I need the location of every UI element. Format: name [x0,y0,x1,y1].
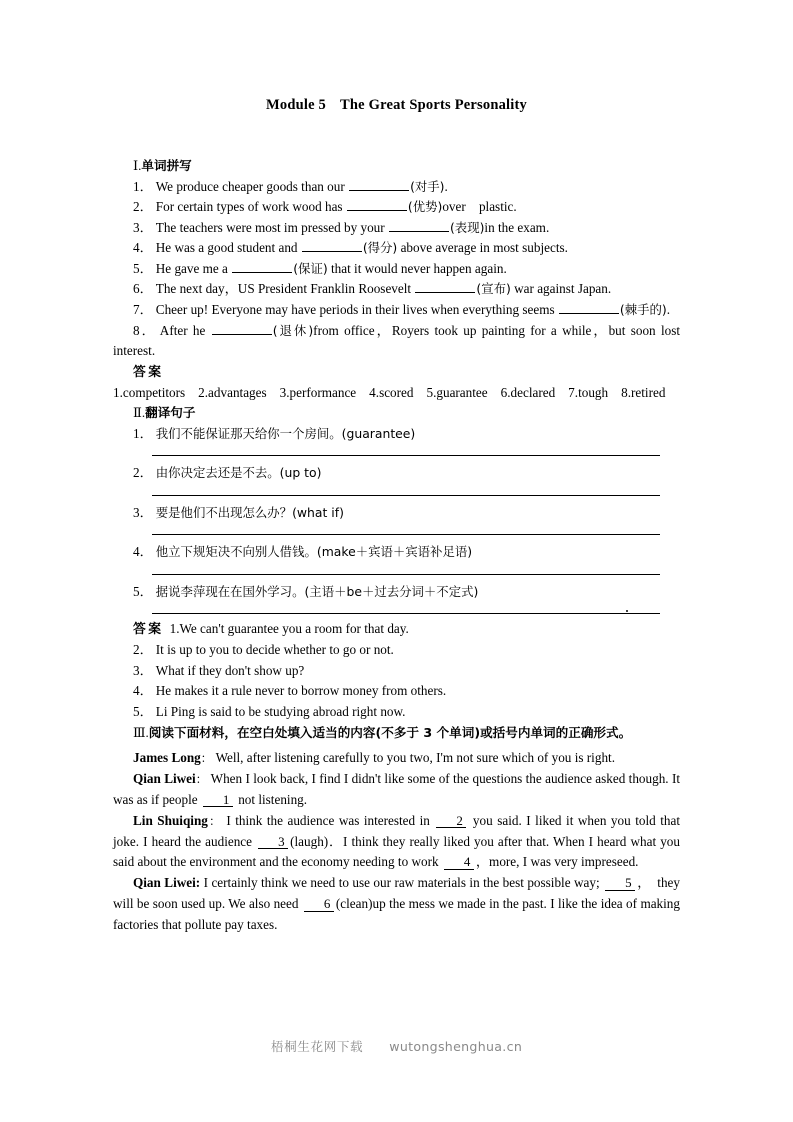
cloze-blank-3[interactable]: 3 [258,835,288,850]
answer-rule[interactable] [152,613,660,614]
item-number: 3． [133,219,153,235]
answer-text: Li Ping is said to be studying abroad right now. [155,703,406,719]
dialogue-line-james-long [113,748,680,769]
fill-blank[interactable] [389,219,449,232]
question-item-4 [113,238,680,259]
item-text-pre: For certain types of work wood has [155,199,346,215]
item-text-post: . [444,178,448,194]
answer-rule[interactable] [152,574,660,575]
speaker-colon: ： [207,813,222,828]
item-number: 8． [133,322,157,338]
answer-rule[interactable] [152,455,660,456]
answer-label: 答案 [133,622,164,638]
speaker-name: Lin Shuiqing [133,812,208,828]
item-text: 据说李萍现在在国外学习。(主语＋be＋过去分词＋不定式) [155,583,479,599]
cloze-blank-1[interactable]: 1 [203,793,233,808]
answer-number: 4． [133,683,153,699]
item-number: 5． [133,260,153,276]
item-hint: (表现) [449,219,485,235]
section-3-title: 阅读下面材料，在空白处填入适当的内容(不多于 3 个单词)或括号内单词的正确形式。 [148,724,632,740]
item-text-post: above average in most subjects. [397,240,568,256]
answer-item: 2.advantages [198,384,267,400]
item-text: 他立下规矩决不向别人借钱。(make＋宾语＋宾语补足语) [155,544,473,560]
item-number: 2． [133,199,153,215]
speaker-colon: ： [195,771,208,786]
question-item-8 [113,321,680,362]
fill-blank[interactable] [302,239,362,252]
question-item-2 [113,197,680,218]
footer-watermark [0,1036,793,1055]
item-hint: (棘手的) [619,302,667,318]
section-3-dot: . [145,724,149,740]
dialogue-text: ，more, I was very impreseed. [475,854,639,870]
item-text-post: . [666,302,671,318]
item-number: 5． [133,583,153,599]
section-2-answer-1 [113,619,680,640]
item-text-post: over plastic. [442,199,517,215]
item-text-post: in the exam. [484,219,550,235]
dialogue-text: you said. I liked it when you told that joke. I heard the audience [113,812,681,849]
answer-item: 5.guarantee [426,384,488,400]
section-2-roman: Ⅱ [133,405,142,421]
item-number: 1． [133,425,153,441]
item-hint: (对手) [410,178,445,194]
translation-item-3 [113,503,680,523]
section-3-roman: Ⅲ [133,724,146,740]
section-2-title: 翻译句子 [145,405,196,421]
dialogue-text: (laugh)．I think they really liked you after that. When I heard what you said about the environment and the economy needing to work [113,833,680,870]
dialogue-text: I certainly think we need to use our raw materials in the best possible way; [200,875,604,891]
item-hint: (优势) [407,199,443,215]
question-item-5 [113,259,680,280]
section-1-heading [113,156,680,177]
section-1-answers [113,362,680,404]
translation-item-4 [113,542,680,562]
cloze-blank-4[interactable]: 4 [444,855,474,870]
section-3-heading [113,723,680,744]
dialogue-text: I think the audience was interested in [226,812,435,828]
item-text: 我们不能保证那天给你一个房间。(guarantee) [155,425,416,441]
answer-number: 1. [169,621,180,637]
answer-item: 7.tough [568,384,609,400]
section-2-answer-3 [113,661,680,682]
question-item-1 [113,177,680,198]
answer-item: 3.performance [279,384,357,400]
title-name: The Great Sports Personality [340,97,527,113]
question-item-7 [113,300,680,321]
answer-number: 2． [133,642,153,658]
fill-blank[interactable] [232,260,292,273]
translation-item-5 [113,582,680,602]
item-number: 7． [133,302,153,318]
item-text-pre: He gave me a [155,260,232,276]
fill-blank[interactable] [349,177,409,190]
item-number: 4． [133,544,153,560]
question-item-6 [113,279,680,300]
item-number: 4． [133,240,153,256]
dialogue-text: When I look back, I find I didn't like some of the questions the audience asked though. It was as if people [113,770,680,807]
item-number: 2． [133,465,153,481]
item-text-pre: We produce cheaper goods than our [155,178,349,194]
item-text-pre: The next day，US President Franklin Roosevelt [155,281,415,297]
answer-rule[interactable] [152,495,660,496]
cloze-blank-5[interactable]: 5 [605,876,635,891]
section-2-answer-4 [113,681,680,702]
section-1-title: 单词拼写 [141,158,192,173]
answer-number: 5． [133,703,153,719]
dialogue-line-qian-liwei-2 [113,873,680,936]
answer-item: 8.retired [621,384,666,400]
item-text-post: from office，Royers took up painting for a while，but soon lost interest. [113,322,681,359]
section-1-dot: . [138,158,142,173]
item-hint: (得分) [362,240,398,256]
dialogue-line-lin-shuiqing [113,811,680,874]
dialogue-line-qian-liwei-1 [113,769,680,811]
answer-text: We can't guarantee you a room for that day. [179,621,409,637]
answer-text: He makes it a rule never to borrow money from others. [155,683,447,699]
item-number: 3． [133,504,153,520]
footer-site-name: 梧桐生花网下载 [270,1039,364,1054]
answer-text: What if they don't show up? [155,662,305,678]
dialogue-text: (clean)up the mess we made in the past. I like the idea of making factories that pollute pay taxes. [113,896,680,932]
cloze-blank-2[interactable]: 2 [436,814,466,829]
cloze-blank-6[interactable]: 6 [304,897,334,912]
translation-item-1 [113,424,680,444]
answer-rule[interactable] [152,534,660,535]
footer-url: wutongshenghua.cn [389,1039,523,1054]
section-1-roman: Ⅰ [133,158,139,173]
item-hint: (宣布) [476,281,511,297]
dialogue-text: not listening. [234,791,308,807]
speaker-name: James Long [133,750,201,766]
fill-blank[interactable] [212,322,272,335]
speaker-name: Qian Liwei: [133,875,201,891]
section-2-answer-2 [113,640,680,661]
item-text-post: that it would never happen again. [327,260,507,276]
fill-blank[interactable] [559,301,619,314]
item-text-pre: He was a good student and [155,240,301,256]
dialogue-text: ， they will be soon used up. We also need [113,875,680,912]
answer-number: 3． [133,662,153,678]
item-hint: (退休) [272,322,314,338]
answer-text: It is up to you to decide whether to go or not. [155,642,394,658]
rule-mark [626,610,628,612]
answer-item: 4.scored [369,384,414,400]
section-2-answer-5 [113,702,680,723]
translation-item-2 [113,463,680,483]
section-2-dot: . [141,405,146,421]
item-text-pre: After he [159,322,211,338]
item-hint: (保证) [293,260,328,276]
speaker-name: Qian Liwei [133,770,196,786]
content-column [113,0,680,936]
page-title [113,97,680,114]
answer-item: 6.declared [500,384,556,400]
fill-blank[interactable] [415,280,475,293]
speaker-colon: ： [200,751,213,766]
item-text: 要是他们不出现怎么办？(what if) [155,504,344,520]
item-text-pre: Cheer up! Everyone may have periods in their lives when everything seems [155,302,558,318]
dialogue-text: Well, after listening carefully to you two, I'm not sure which of you is right. [215,750,615,766]
answer-label: 答案 [133,364,164,380]
title-module: Module 5 [266,97,327,113]
item-text-post: war against Japan. [510,281,612,297]
item-number: 6． [133,281,153,297]
section-2-heading [113,403,680,424]
answer-item: 1.competitors [113,384,186,400]
item-text: 由你决定去还是不去。(up to) [155,465,322,481]
question-item-3 [113,218,680,239]
fill-blank[interactable] [347,198,407,211]
item-text-pre: The teachers were most im pressed by your [155,219,388,235]
item-number: 1． [133,178,153,194]
